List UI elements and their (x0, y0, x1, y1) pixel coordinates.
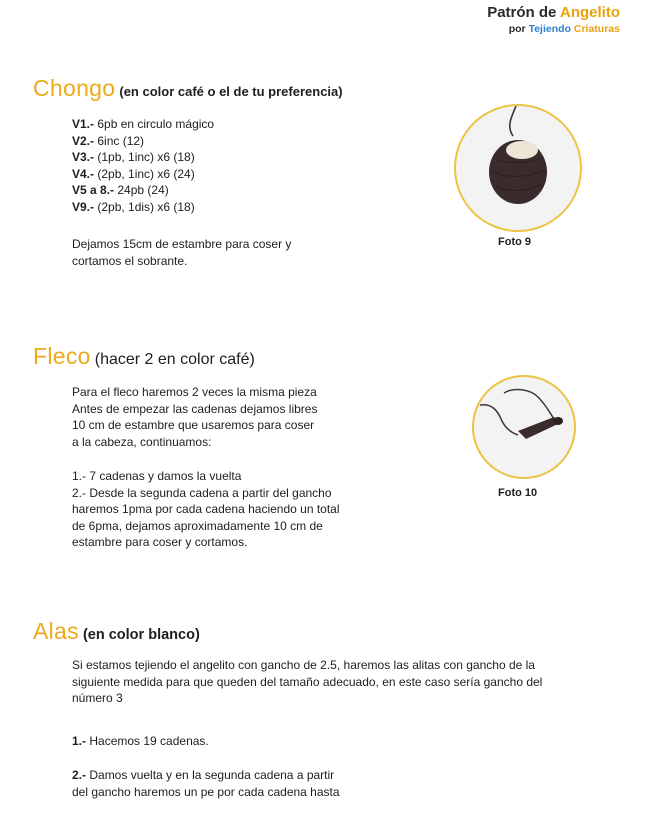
round-row: V3.- (1pb, 1inc) x6 (18) (72, 150, 195, 165)
fleco-heading (33, 343, 255, 370)
round-row: V1.- 6pb en circulo mágico (72, 117, 215, 131)
round-row: V5 a 8.- 24pb (24) (72, 183, 169, 198)
byline-brand-blue: Tejiendo (528, 23, 571, 35)
chongo-title: Chongo (33, 75, 116, 101)
fleco-title: Fleco (33, 343, 91, 369)
title-accent: Angelito (560, 4, 620, 21)
fleco-steps: 1.- 7 cadenas y damos la vuelta 2.- Desde la segunda cadena a partir del gancho haremos 1pma por cada cadena haciendo un total de 6pma, dejamos aproximadamente 10 cm de estambre para coser y cortamos. (72, 469, 340, 550)
round-row: V4.- (2pb, 1inc) x6 (24) (72, 166, 195, 181)
document-header (487, 4, 620, 35)
fleco-intro: Para el fleco haremos 2 veces la misma pieza Antes de empezar las cadenas dejamos libres 10 cm de estambre que usaremos para coser a la cabeza, continuamos: (72, 385, 318, 449)
photo-9-caption: Foto 9 (498, 236, 531, 248)
alas-intro: Si estamos tejiendo el angelito con gancho de 2.5, haremos las alitas con gancho de la siguiente medida para que queden del tamaño adecuado, en este caso sería gancho del número 3 (72, 658, 543, 706)
alas-step-1: 1.- Hacemos 19 cadenas. (72, 734, 209, 748)
alas-subtitle: (en color blanco) (82, 627, 200, 643)
chongo-rounds-list (72, 116, 214, 216)
alas-title: Alas (33, 618, 79, 644)
chongo-subtitle: (en color café o el de tu preferencia) (119, 84, 343, 99)
alas-step-2: 2.- Damos vuelta y en la segunda cadena a partir del gancho haremos un pe por cada cadena hasta (72, 768, 340, 799)
round-row: V2.- 6inc (12) (72, 133, 145, 148)
alas-heading (33, 618, 200, 645)
byline-brand-gold: Criaturas (570, 23, 620, 35)
photo-10-crochet-fringe (472, 375, 576, 479)
crochet-fringe-illustration (474, 377, 574, 477)
crochet-bun-illustration (456, 106, 580, 230)
document-title: Patrón de Angelito (487, 4, 620, 21)
chongo-note: Dejamos 15cm de estambre para coser y cortamos el sobrante. (72, 237, 292, 268)
photo-10-caption: Foto 10 (498, 487, 538, 499)
fleco-subtitle: (hacer 2 en color café) (94, 351, 255, 368)
photo-9-crochet-bun (454, 104, 582, 232)
document-byline: por Tejiendo Criaturas (508, 23, 620, 35)
chongo-heading (33, 75, 343, 102)
round-row: V9.- (2pb, 1dis) x6 (18) (72, 199, 195, 214)
